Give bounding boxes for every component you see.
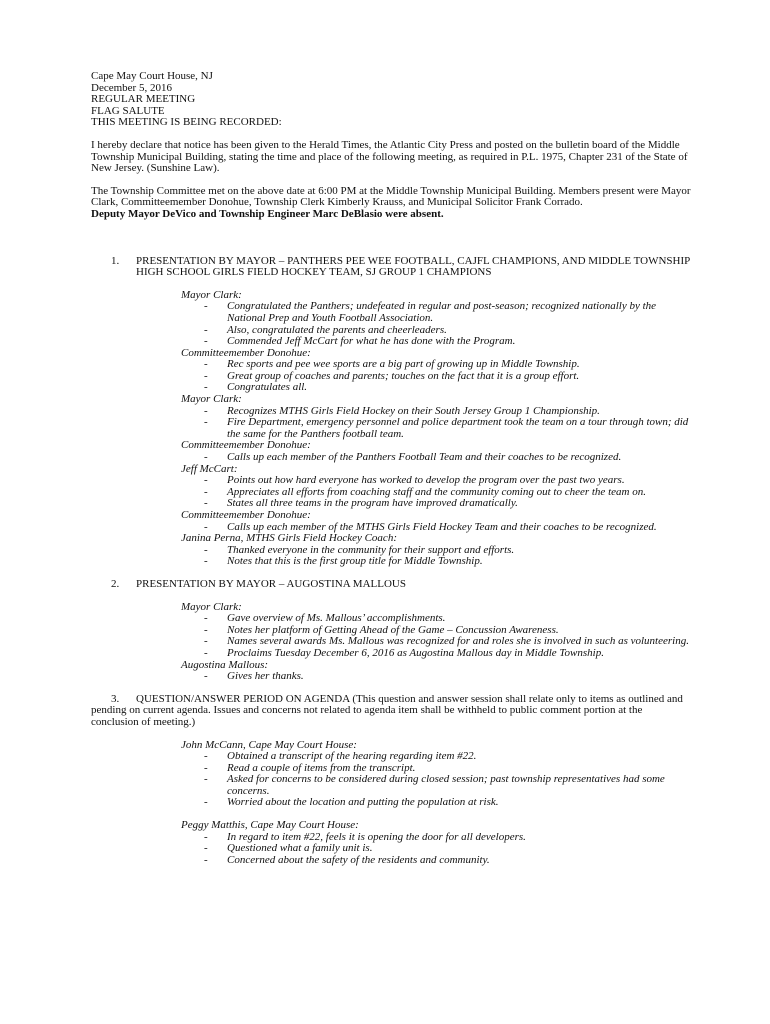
bullet-dash: - bbox=[204, 830, 208, 843]
bullet-text: Gives her thanks. bbox=[227, 670, 304, 683]
speaker-name: Mayor Clark: bbox=[181, 393, 242, 406]
speaker-name: Committeemember Donohue: bbox=[181, 509, 311, 521]
speaker-name: Peggy Matthis, Cape May Court House: bbox=[181, 819, 359, 832]
bullet-dash: - bbox=[204, 416, 208, 429]
bullet-dash: - bbox=[204, 646, 208, 659]
bullet-dash: - bbox=[204, 358, 208, 371]
header-flag-salute: FLAG SALUTE bbox=[91, 104, 165, 117]
bullet-dash: - bbox=[204, 381, 208, 394]
bullet-text: Recognizes MTHS Girls Field Hockey on their South Jersey Group 1 Championship. bbox=[227, 404, 600, 417]
bullet-text: Names several awards Ms. Mallous was recognized for and roles she is involved in such as volunteering. bbox=[227, 635, 689, 648]
speaker-name: Committeemember Donohue: bbox=[181, 346, 311, 359]
bullet-text: Commended Jeff McCart for what he has done with the Program. bbox=[227, 335, 516, 348]
agenda-item-title bbox=[91, 694, 691, 729]
discussion-bullet bbox=[181, 382, 691, 394]
agenda-item bbox=[91, 256, 691, 579]
bullet-dash: - bbox=[204, 474, 208, 487]
bullet-text: Obtained a transcript of the hearing regarding item #22. bbox=[227, 750, 477, 763]
discussion-bullet bbox=[181, 522, 691, 534]
discussion-bullet bbox=[181, 301, 691, 324]
header-date: December 5, 2016 bbox=[91, 81, 172, 94]
bullet-dash: - bbox=[204, 796, 208, 809]
bullet-dash: - bbox=[204, 853, 208, 866]
agenda-item-number: 2. bbox=[111, 577, 120, 590]
bullet-text: Gave overview of Ms. Mallous’ accomplishments. bbox=[227, 612, 446, 625]
speaker-name: Mayor Clark: bbox=[181, 288, 242, 301]
bullet-text: Concerned about the safety of the residents and community. bbox=[227, 853, 490, 866]
bullet-text: Proclaims Tuesday December 6, 2016 as Augostina Mallous day in Middle Township. bbox=[227, 646, 604, 659]
discussion-bullet bbox=[181, 671, 691, 683]
bullet-dash: - bbox=[204, 404, 208, 417]
agenda-item-title bbox=[91, 579, 691, 591]
bullet-text: Congratulates all. bbox=[227, 381, 308, 394]
bullet-text: Calls up each member of the MTHS Girls Field Hockey Team and their coaches to be recognized. bbox=[227, 520, 657, 533]
discussion-bullet bbox=[181, 556, 691, 568]
bullet-text: Worried about the location and putting the population at risk. bbox=[227, 796, 499, 809]
bullet-text: Also, congratulated the parents and cheerleaders. bbox=[227, 323, 447, 336]
header-recorded-notice: THIS MEETING IS BEING RECORDED: bbox=[91, 116, 282, 129]
discussion-bullet bbox=[181, 855, 691, 867]
bullet-text: Read a couple of items from the transcript. bbox=[227, 761, 416, 774]
bullet-text: Notes her platform of Getting Ahead of the Game – Concussion Awareness. bbox=[227, 623, 559, 636]
agenda-item-title-text: PRESENTATION BY MAYOR – PANTHERS PEE WEE FOOTBALL, CAJFL CHAMPIONS, AND MIDDLE TOWNSHIP HIGH SCHOOL GIRLS FIELD HOCKEY TEAM, SJ GROUP 1 CHAMPIONS bbox=[136, 254, 690, 279]
bullet-dash: - bbox=[204, 520, 208, 533]
sunshine-notice-paragraph: I hereby declare that notice has been given to the Herald Times, the Atlantic City Press and posted on the bulletin board of the Middle Township Municipal Building, stating the time and place of the following meeting, as required in P.L. 1975, Chapter 231 of the State of New Jersey. (Sunshine Law). bbox=[91, 138, 688, 175]
bullet-dash: - bbox=[204, 761, 208, 774]
bullet-text: In regard to item #22, feels it is opening the door for all developers. bbox=[227, 830, 526, 843]
discussion-bullet bbox=[181, 498, 691, 510]
bullet-dash: - bbox=[204, 555, 208, 568]
bullet-dash: - bbox=[204, 451, 208, 464]
document-header bbox=[91, 71, 691, 129]
discussion-bullet bbox=[181, 417, 691, 440]
bullet-text: Rec sports and pee wee sports are a big part of growing up in Middle Township. bbox=[227, 358, 580, 371]
agenda-item bbox=[91, 694, 691, 867]
bullet-text: Great group of coaches and parents; touches on the fact that it is a group effort. bbox=[227, 369, 580, 382]
agenda-items bbox=[91, 256, 691, 867]
bullet-text: Points out how hard everyone has worked to develop the program over the past two years. bbox=[227, 474, 625, 487]
discussion-bullet bbox=[181, 648, 691, 660]
bullet-dash: - bbox=[204, 323, 208, 336]
bullet-dash: - bbox=[204, 773, 208, 786]
bullet-dash: - bbox=[204, 543, 208, 556]
bullet-text: Asked for concerns to be considered during closed session; past township representatives had some concerns. bbox=[227, 773, 665, 797]
bullet-dash: - bbox=[204, 497, 208, 510]
bullet-text: Notes that this is the first group title for Middle Township. bbox=[227, 555, 483, 568]
bullet-dash: - bbox=[204, 369, 208, 382]
bullet-dash: - bbox=[204, 612, 208, 625]
agenda-item-title bbox=[91, 256, 691, 279]
header-location: Cape May Court House, NJ bbox=[91, 70, 213, 82]
discussion-bullet bbox=[181, 797, 691, 809]
discussion-bullet bbox=[181, 452, 691, 464]
agenda-item-discussion bbox=[91, 740, 691, 867]
bullet-dash: - bbox=[204, 300, 208, 313]
bullet-dash: - bbox=[204, 335, 208, 348]
bullet-dash: - bbox=[204, 750, 208, 763]
agenda-item-title-text: QUESTION/ANSWER PERIOD ON AGENDA (This question and answer session shall relate only to items as outlined and pending on current agenda. Issues and concerns not related to agenda item shall be withheld to public comment portion at the conclusion of meeting.) bbox=[91, 692, 683, 728]
bullet-text: States all three teams in the program have improved dramatically. bbox=[227, 497, 518, 510]
agenda-item-number: 1. bbox=[111, 254, 120, 267]
speaker-name: Augostina Mallous: bbox=[181, 658, 269, 671]
bullet-dash: - bbox=[204, 485, 208, 498]
bullet-dash: - bbox=[204, 623, 208, 636]
speaker-name: John McCann, Cape May Court House: bbox=[181, 738, 357, 751]
agenda-item-number: 3. bbox=[111, 692, 120, 705]
absent-line: Deputy Mayor DeVico and Township Engineer Marc DeBlasio were absent. bbox=[91, 207, 444, 220]
bullet-text: Questioned what a family unit is. bbox=[227, 842, 373, 855]
discussion-bullet bbox=[181, 336, 691, 348]
bullet-dash: - bbox=[204, 842, 208, 855]
agenda-item-discussion bbox=[91, 602, 691, 683]
agenda-item bbox=[91, 579, 691, 694]
agenda-item-title-text: PRESENTATION BY MAYOR – AUGOSTINA MALLOUS bbox=[136, 577, 406, 590]
speaker-name: Committeemember Donohue: bbox=[181, 439, 311, 452]
bullet-dash: - bbox=[204, 670, 208, 683]
bullet-text: Calls up each member of the Panthers Football Team and their coaches to be recognized. bbox=[227, 451, 622, 464]
speaker-name: Mayor Clark: bbox=[181, 600, 242, 613]
bullet-text: Thanked everyone in the community for their support and efforts. bbox=[227, 543, 515, 556]
bullet-dash: - bbox=[204, 635, 208, 648]
speaker-name: Janina Perna, MTHS Girls Field Hockey Coach: bbox=[181, 532, 397, 545]
discussion-bullet bbox=[181, 774, 691, 797]
agenda-item-discussion bbox=[91, 290, 691, 568]
attendance-paragraph: The Township Committee met on the above date at 6:00 PM at the Middle Township Municipal Building. Members present were Mayor Clark, Committeemember Donohue, Township Clerk Kimberly Krauss, and Municipal Solicitor Frank Corrado. bbox=[91, 184, 691, 209]
document-page bbox=[91, 71, 691, 866]
speaker-name: Jeff McCart: bbox=[181, 462, 238, 475]
header-meeting-type: REGULAR MEETING bbox=[91, 93, 196, 106]
bullet-text: Appreciates all efforts from coaching staff and the community coming out to cheer the team on. bbox=[227, 485, 646, 498]
bullet-text: Fire Department, emergency personnel and police department took the team on a tour through town; did the same for the Panthers football team. bbox=[227, 416, 689, 440]
bullet-text: Congratulated the Panthers; undefeated in regular and post-season; recognized nationally by the National Prep and Youth Football Association. bbox=[227, 300, 657, 324]
